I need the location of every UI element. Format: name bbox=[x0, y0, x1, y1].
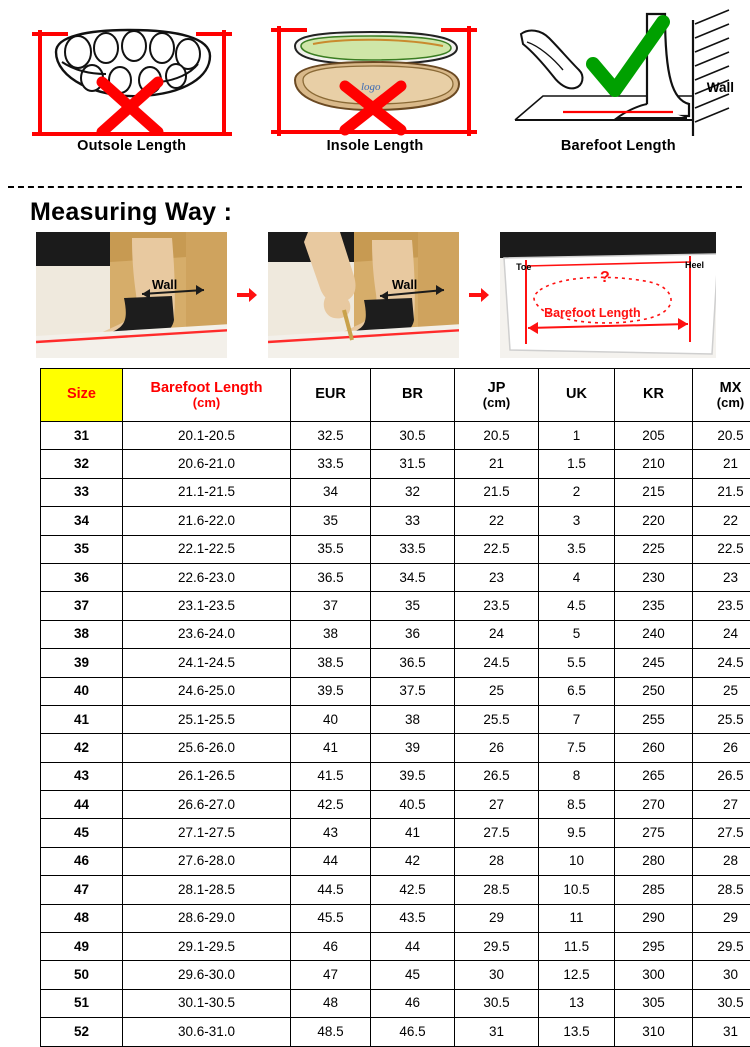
cell-br: 37.5 bbox=[371, 677, 455, 705]
cell-barefoot-length: 28.6-29.0 bbox=[123, 904, 291, 932]
cell-jp: 26 bbox=[455, 734, 539, 762]
heel-label: Heel bbox=[685, 260, 704, 270]
cell-size: 51 bbox=[41, 989, 123, 1017]
cell-uk: 5.5 bbox=[539, 649, 615, 677]
cell-br: 33.5 bbox=[371, 535, 455, 563]
cell-uk: 11 bbox=[539, 904, 615, 932]
table-row bbox=[41, 904, 750, 932]
barefoot-wall-icon bbox=[497, 8, 737, 136]
cell-uk: 7.5 bbox=[539, 734, 615, 762]
cell-mx: 24.5 bbox=[693, 649, 750, 677]
cell-eur: 41 bbox=[291, 734, 371, 762]
cell-uk: 5 bbox=[539, 620, 615, 648]
cell-br: 35 bbox=[371, 592, 455, 620]
cell-size: 43 bbox=[41, 762, 123, 790]
cell-uk: 12.5 bbox=[539, 961, 615, 989]
outsole-caption: Outsole Length bbox=[77, 138, 186, 154]
cell-br: 46 bbox=[371, 989, 455, 1017]
cell-barefoot-length: 22.6-23.0 bbox=[123, 563, 291, 591]
cell-barefoot-length: 21.6-22.0 bbox=[123, 507, 291, 535]
cell-mx: 26 bbox=[693, 734, 750, 762]
table-row bbox=[41, 933, 750, 961]
cell-barefoot-length: 26.1-26.5 bbox=[123, 762, 291, 790]
cell-jp: 31 bbox=[455, 1018, 539, 1046]
cell-jp: 24 bbox=[455, 620, 539, 648]
cell-eur: 35 bbox=[291, 507, 371, 535]
cell-uk: 4.5 bbox=[539, 592, 615, 620]
insole-caption: Insole Length bbox=[327, 138, 424, 154]
header-barefoot-length-label: Barefoot Length bbox=[151, 380, 263, 396]
barefoot-length-label: Barefoot Length bbox=[544, 306, 641, 320]
cell-br: 34.5 bbox=[371, 563, 455, 591]
cell-eur: 36.5 bbox=[291, 563, 371, 591]
cell-size: 48 bbox=[41, 904, 123, 932]
cell-jp: 26.5 bbox=[455, 762, 539, 790]
table-row bbox=[41, 677, 750, 705]
header-barefoot-length-unit: (cm) bbox=[123, 396, 290, 410]
section-divider bbox=[8, 186, 742, 188]
cell-jp: 23 bbox=[455, 563, 539, 591]
barefoot-illustration bbox=[497, 8, 740, 136]
cell-barefoot-length: 27.1-27.5 bbox=[123, 819, 291, 847]
cell-size: 38 bbox=[41, 620, 123, 648]
right-arrow-icon bbox=[237, 287, 257, 303]
table-row bbox=[41, 478, 750, 506]
table-row bbox=[41, 507, 750, 535]
table-row bbox=[41, 1018, 750, 1046]
table-row bbox=[41, 649, 750, 677]
cell-jp: 20.5 bbox=[455, 422, 539, 450]
cell-size: 46 bbox=[41, 847, 123, 875]
cell-mx: 21 bbox=[693, 450, 750, 478]
cell-kr: 205 bbox=[615, 422, 693, 450]
table-row bbox=[41, 734, 750, 762]
cell-uk: 13 bbox=[539, 989, 615, 1017]
illustration-outsole bbox=[10, 8, 253, 172]
step-stand-against-wall-icon bbox=[36, 232, 227, 358]
toe-label: Toe bbox=[516, 262, 531, 272]
step2-wall-label: Wall bbox=[392, 278, 417, 292]
cell-barefoot-length: 23.6-24.0 bbox=[123, 620, 291, 648]
cell-mx: 23 bbox=[693, 563, 750, 591]
cell-jp: 21 bbox=[455, 450, 539, 478]
cell-mx: 29 bbox=[693, 904, 750, 932]
cell-uk: 11.5 bbox=[539, 933, 615, 961]
cell-size: 45 bbox=[41, 819, 123, 847]
step-mark-heel-toe-icon bbox=[268, 232, 459, 358]
table-row bbox=[41, 422, 750, 450]
cell-size: 44 bbox=[41, 791, 123, 819]
cell-size: 52 bbox=[41, 1018, 123, 1046]
cell-kr: 210 bbox=[615, 450, 693, 478]
cell-jp: 23.5 bbox=[455, 592, 539, 620]
cell-mx: 30.5 bbox=[693, 989, 750, 1017]
cell-size: 31 bbox=[41, 422, 123, 450]
cell-size: 41 bbox=[41, 705, 123, 733]
cell-kr: 295 bbox=[615, 933, 693, 961]
cell-jp: 22.5 bbox=[455, 535, 539, 563]
cell-mx: 31 bbox=[693, 1018, 750, 1046]
cell-kr: 265 bbox=[615, 762, 693, 790]
table-row bbox=[41, 847, 750, 875]
cell-eur: 32.5 bbox=[291, 422, 371, 450]
table-row bbox=[41, 563, 750, 591]
header-barefoot-length bbox=[123, 369, 291, 422]
cell-jp: 21.5 bbox=[455, 478, 539, 506]
cell-eur: 48 bbox=[291, 989, 371, 1017]
step1-wall-label: Wall bbox=[152, 278, 177, 292]
cell-br: 44 bbox=[371, 933, 455, 961]
cell-kr: 270 bbox=[615, 791, 693, 819]
header-jp-unit: (cm) bbox=[455, 396, 538, 410]
cell-kr: 275 bbox=[615, 819, 693, 847]
cell-kr: 240 bbox=[615, 620, 693, 648]
size-table-head bbox=[41, 369, 750, 422]
cell-eur: 38 bbox=[291, 620, 371, 648]
cell-mx: 22.5 bbox=[693, 535, 750, 563]
cell-barefoot-length: 25.1-25.5 bbox=[123, 705, 291, 733]
cell-br: 42 bbox=[371, 847, 455, 875]
cell-barefoot-length: 28.1-28.5 bbox=[123, 876, 291, 904]
cell-mx: 27.5 bbox=[693, 819, 750, 847]
measuring-step-2 bbox=[268, 232, 459, 358]
header-mx-label: MX bbox=[720, 380, 742, 396]
top-illustration-row bbox=[0, 0, 750, 172]
cell-br: 39 bbox=[371, 734, 455, 762]
cell-kr: 280 bbox=[615, 847, 693, 875]
cell-eur: 35.5 bbox=[291, 535, 371, 563]
barefoot-caption: Barefoot Length bbox=[561, 138, 676, 154]
cell-size: 33 bbox=[41, 478, 123, 506]
cell-size: 36 bbox=[41, 563, 123, 591]
arrow-step2-to-3 bbox=[469, 232, 490, 358]
cell-kr: 305 bbox=[615, 989, 693, 1017]
cell-barefoot-length: 26.6-27.0 bbox=[123, 791, 291, 819]
cell-kr: 310 bbox=[615, 1018, 693, 1046]
cell-eur: 37 bbox=[291, 592, 371, 620]
cell-mx: 22 bbox=[693, 507, 750, 535]
header-eur: EUR bbox=[291, 369, 371, 422]
measuring-step-3 bbox=[500, 232, 716, 358]
cell-br: 36 bbox=[371, 620, 455, 648]
cell-br: 42.5 bbox=[371, 876, 455, 904]
cell-uk: 1.5 bbox=[539, 450, 615, 478]
measuring-steps bbox=[36, 232, 716, 358]
table-row bbox=[41, 876, 750, 904]
wall-label: Wall bbox=[707, 80, 734, 95]
illustration-insole bbox=[253, 8, 496, 172]
header-uk: UK bbox=[539, 369, 615, 422]
cell-eur: 34 bbox=[291, 478, 371, 506]
cell-uk: 3.5 bbox=[539, 535, 615, 563]
table-row bbox=[41, 592, 750, 620]
cell-br: 33 bbox=[371, 507, 455, 535]
cell-eur: 47 bbox=[291, 961, 371, 989]
table-row bbox=[41, 762, 750, 790]
cell-br: 40.5 bbox=[371, 791, 455, 819]
cell-barefoot-length: 29.1-29.5 bbox=[123, 933, 291, 961]
cell-barefoot-length: 23.1-23.5 bbox=[123, 592, 291, 620]
cell-jp: 29 bbox=[455, 904, 539, 932]
cell-mx: 25.5 bbox=[693, 705, 750, 733]
cell-kr: 225 bbox=[615, 535, 693, 563]
cell-eur: 39.5 bbox=[291, 677, 371, 705]
cell-mx: 27 bbox=[693, 791, 750, 819]
cell-barefoot-length: 20.1-20.5 bbox=[123, 422, 291, 450]
step-measure-length-icon bbox=[500, 232, 716, 358]
cell-size: 39 bbox=[41, 649, 123, 677]
cell-size: 47 bbox=[41, 876, 123, 904]
cell-kr: 285 bbox=[615, 876, 693, 904]
cell-jp: 30 bbox=[455, 961, 539, 989]
cell-br: 41 bbox=[371, 819, 455, 847]
table-row bbox=[41, 819, 750, 847]
cell-jp: 25 bbox=[455, 677, 539, 705]
cell-eur: 41.5 bbox=[291, 762, 371, 790]
cell-jp: 27.5 bbox=[455, 819, 539, 847]
header-kr: KR bbox=[615, 369, 693, 422]
header-jp-label: JP bbox=[488, 380, 506, 396]
cell-uk: 8.5 bbox=[539, 791, 615, 819]
header-mx bbox=[693, 369, 750, 422]
cell-br: 43.5 bbox=[371, 904, 455, 932]
cell-barefoot-length: 30.1-30.5 bbox=[123, 989, 291, 1017]
header-br: BR bbox=[371, 369, 455, 422]
cell-br: 39.5 bbox=[371, 762, 455, 790]
cell-mx: 23.5 bbox=[693, 592, 750, 620]
illustration-barefoot bbox=[497, 8, 740, 172]
cell-barefoot-length: 22.1-22.5 bbox=[123, 535, 291, 563]
cell-mx: 28.5 bbox=[693, 876, 750, 904]
table-row bbox=[41, 989, 750, 1017]
cell-mx: 29.5 bbox=[693, 933, 750, 961]
cell-jp: 25.5 bbox=[455, 705, 539, 733]
svg-text:logo: logo bbox=[361, 81, 381, 93]
cell-barefoot-length: 30.6-31.0 bbox=[123, 1018, 291, 1046]
cell-jp: 28 bbox=[455, 847, 539, 875]
cell-br: 30.5 bbox=[371, 422, 455, 450]
cell-eur: 33.5 bbox=[291, 450, 371, 478]
cell-uk: 10 bbox=[539, 847, 615, 875]
size-table-wrapper bbox=[40, 368, 708, 1047]
measuring-step-1 bbox=[36, 232, 227, 358]
cell-eur: 45.5 bbox=[291, 904, 371, 932]
cell-barefoot-length: 29.6-30.0 bbox=[123, 961, 291, 989]
cell-uk: 6.5 bbox=[539, 677, 615, 705]
cell-kr: 215 bbox=[615, 478, 693, 506]
cell-size: 34 bbox=[41, 507, 123, 535]
cell-eur: 44.5 bbox=[291, 876, 371, 904]
cell-uk: 2 bbox=[539, 478, 615, 506]
header-jp bbox=[455, 369, 539, 422]
cell-jp: 28.5 bbox=[455, 876, 539, 904]
cell-br: 45 bbox=[371, 961, 455, 989]
cell-mx: 25 bbox=[693, 677, 750, 705]
cell-uk: 1 bbox=[539, 422, 615, 450]
table-row bbox=[41, 535, 750, 563]
cell-uk: 8 bbox=[539, 762, 615, 790]
cell-mx: 21.5 bbox=[693, 478, 750, 506]
cell-barefoot-length: 24.1-24.5 bbox=[123, 649, 291, 677]
size-table-body bbox=[41, 422, 750, 1047]
right-arrow-icon bbox=[469, 287, 489, 303]
cell-eur: 38.5 bbox=[291, 649, 371, 677]
cell-mx: 30 bbox=[693, 961, 750, 989]
cell-eur: 43 bbox=[291, 819, 371, 847]
cell-mx: 28 bbox=[693, 847, 750, 875]
cell-kr: 235 bbox=[615, 592, 693, 620]
cell-size: 35 bbox=[41, 535, 123, 563]
cell-barefoot-length: 25.6-26.0 bbox=[123, 734, 291, 762]
cell-br: 36.5 bbox=[371, 649, 455, 677]
cell-br: 38 bbox=[371, 705, 455, 733]
cell-uk: 4 bbox=[539, 563, 615, 591]
cell-barefoot-length: 24.6-25.0 bbox=[123, 677, 291, 705]
cell-br: 31.5 bbox=[371, 450, 455, 478]
arrow-step1-to-2 bbox=[237, 232, 258, 358]
cell-uk: 13.5 bbox=[539, 1018, 615, 1046]
cell-eur: 42.5 bbox=[291, 791, 371, 819]
table-row bbox=[41, 620, 750, 648]
table-row bbox=[41, 791, 750, 819]
cell-kr: 290 bbox=[615, 904, 693, 932]
cell-barefoot-length: 27.6-28.0 bbox=[123, 847, 291, 875]
shoe-insole-icon bbox=[253, 8, 493, 136]
cell-mx: 26.5 bbox=[693, 762, 750, 790]
cell-jp: 27 bbox=[455, 791, 539, 819]
cell-eur: 46 bbox=[291, 933, 371, 961]
cell-size: 49 bbox=[41, 933, 123, 961]
cell-kr: 300 bbox=[615, 961, 693, 989]
svg-text:?: ? bbox=[600, 269, 610, 286]
table-header-row bbox=[41, 369, 750, 422]
cell-br: 46.5 bbox=[371, 1018, 455, 1046]
cell-mx: 24 bbox=[693, 620, 750, 648]
cell-size: 32 bbox=[41, 450, 123, 478]
header-size: Size bbox=[41, 369, 123, 422]
cell-jp: 22 bbox=[455, 507, 539, 535]
outsole-illustration bbox=[10, 8, 253, 136]
cell-size: 42 bbox=[41, 734, 123, 762]
cell-barefoot-length: 21.1-21.5 bbox=[123, 478, 291, 506]
cell-jp: 24.5 bbox=[455, 649, 539, 677]
header-mx-unit: (cm) bbox=[693, 396, 750, 410]
cell-uk: 10.5 bbox=[539, 876, 615, 904]
cell-uk: 9.5 bbox=[539, 819, 615, 847]
table-row bbox=[41, 961, 750, 989]
cell-eur: 48.5 bbox=[291, 1018, 371, 1046]
cell-kr: 230 bbox=[615, 563, 693, 591]
table-row bbox=[41, 450, 750, 478]
cell-jp: 29.5 bbox=[455, 933, 539, 961]
cell-eur: 44 bbox=[291, 847, 371, 875]
shoe-outsole-icon bbox=[10, 8, 250, 136]
cell-kr: 245 bbox=[615, 649, 693, 677]
cell-size: 40 bbox=[41, 677, 123, 705]
cell-uk: 3 bbox=[539, 507, 615, 535]
cell-eur: 40 bbox=[291, 705, 371, 733]
measuring-way-title: Measuring Way : bbox=[30, 198, 232, 227]
insole-illustration bbox=[253, 8, 496, 136]
cell-jp: 30.5 bbox=[455, 989, 539, 1017]
cell-size: 50 bbox=[41, 961, 123, 989]
cell-barefoot-length: 20.6-21.0 bbox=[123, 450, 291, 478]
cell-kr: 220 bbox=[615, 507, 693, 535]
cell-kr: 255 bbox=[615, 705, 693, 733]
cell-mx: 20.5 bbox=[693, 422, 750, 450]
table-row bbox=[41, 705, 750, 733]
cell-size: 37 bbox=[41, 592, 123, 620]
cell-br: 32 bbox=[371, 478, 455, 506]
cell-uk: 7 bbox=[539, 705, 615, 733]
cell-kr: 250 bbox=[615, 677, 693, 705]
cell-kr: 260 bbox=[615, 734, 693, 762]
size-chart-table bbox=[40, 368, 750, 1047]
